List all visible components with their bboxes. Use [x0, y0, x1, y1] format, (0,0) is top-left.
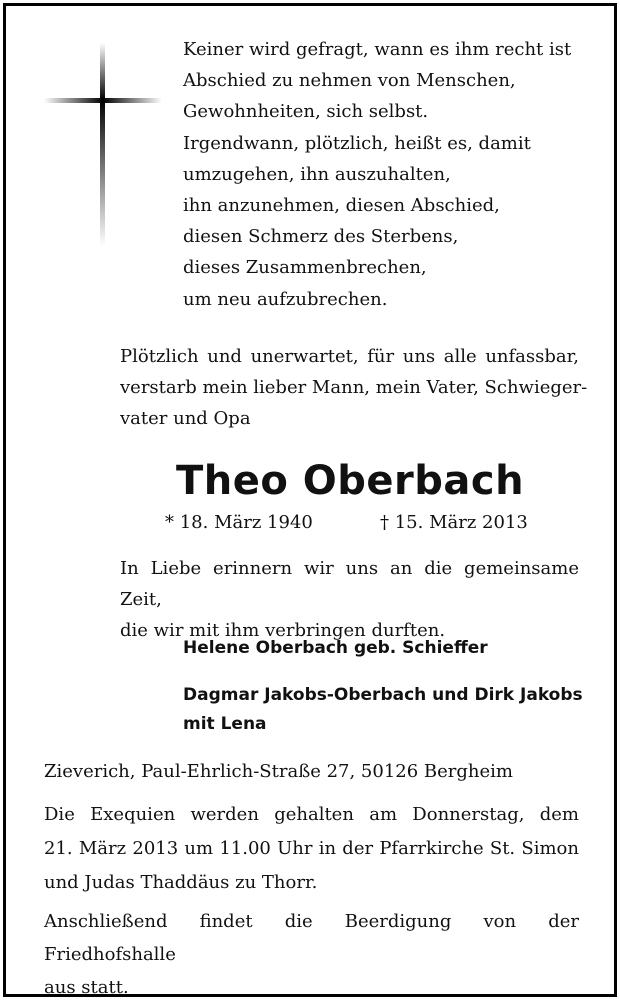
funeral-service-info [44, 798, 579, 900]
poem-line: umzugehen, ihn auszuhalten, [183, 163, 451, 185]
poem-line: um neu aufzubrechen. [183, 288, 388, 310]
poem-line: dieses Zusammenbrechen, [183, 257, 427, 279]
poem-line: Gewohnheiten, sich selbst. [183, 101, 429, 123]
address: Zieverich, Paul-Ehrlich-Straße 27, 50126 Bergheim [44, 761, 513, 782]
service-line: und Judas Thaddäus zu Thorr. [44, 872, 318, 893]
burial-line: Anschließend findet die Beerdigung von der Friedhofshalle [44, 911, 579, 965]
poem-line: diesen Schmerz des Sterbens, [183, 226, 459, 248]
service-line: Die Exequien werden gehalten am Donnerstag, dem [44, 804, 579, 825]
remembrance-line: die wir mit ihm verbringen durften. [120, 620, 446, 641]
poem [183, 34, 603, 315]
remembrance-line: In Liebe erinnern wir uns an die gemeinsame Zeit, [120, 558, 579, 610]
poem-line: Irgendwann, plötzlich, heißt es, damit [183, 132, 531, 154]
service-line: 21. März 2013 um 11.00 Uhr in der Pfarrkirche St. Simon [44, 838, 579, 859]
burial-info [44, 905, 579, 1004]
mourner-line: Dagmar Jakobs-Oberbach und Dirk Jakobs [183, 685, 583, 705]
mourner-family [183, 681, 583, 739]
announcement-line: vater und Opa [120, 408, 251, 429]
deceased-name: Theo Oberbach [175, 458, 525, 504]
remembrance-text [120, 553, 579, 646]
announcement-line: verstarb mein lieber Mann, mein Vater, Schwieger- [120, 377, 588, 398]
announcement-line: Plötzlich und unerwartet, für uns alle unfassbar, [120, 346, 579, 367]
birth-date: * 18. März 1940 [165, 512, 313, 533]
poem-line: Abschied zu nehmen von Menschen, [183, 70, 516, 92]
mourner-line: mit Lena [183, 714, 267, 734]
mourner-line: Helene Oberbach geb. Schieffer [183, 638, 488, 658]
poem-line: Keiner wird gefragt, wann es ihm recht ist [183, 39, 572, 60]
death-announcement [120, 341, 588, 434]
deceased-name-wrap [0, 458, 620, 504]
poem-line: ihn anzunehmen, diesen Abschied, [183, 195, 500, 217]
mourner-widow [183, 634, 488, 663]
burial-line: aus statt. [44, 977, 129, 998]
cross-icon [44, 43, 162, 246]
death-date: † 15. März 2013 [380, 512, 528, 533]
